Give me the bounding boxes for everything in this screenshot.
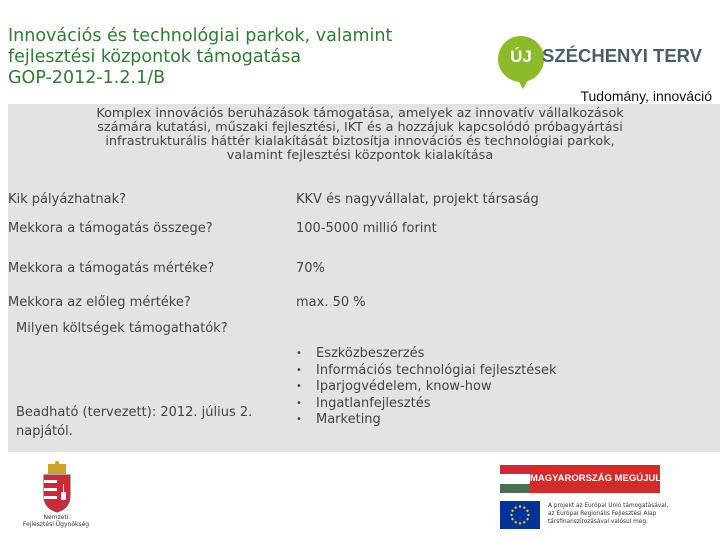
- list-item: • Információs technológiai fejlesztések: [296, 362, 557, 378]
- summary-line: infrastrukturális háttér kialakítását biztosítja innovációs és technológiai parkok,: [105, 134, 615, 149]
- logo-name: SZÉCHENYI TERV: [542, 45, 703, 66]
- summary-line: számára kutatási, műszaki fejlesztési, IKT és a hozzájuk kapcsolódó próbagyártási: [97, 120, 623, 135]
- costs-label: Milyen költségek támogathatók?: [16, 321, 228, 336]
- qa-question: Kik pályázhatnak?: [8, 192, 127, 207]
- crest-caption: Nemzeti Fejlesztési Ügynökség: [22, 514, 90, 528]
- eu-flag-icon: [500, 501, 540, 529]
- hungarian-coat-of-arms-icon: [22, 460, 92, 540]
- qa-question: Mekkora a támogatás összege?: [8, 221, 213, 236]
- deadline-text: [16, 403, 286, 441]
- logo-badge-text: ÚJ: [510, 47, 532, 66]
- title-line-2: fejlesztési központok támogatása: [8, 47, 302, 67]
- qa-question: Mekkora az előleg mértéke?: [8, 295, 191, 310]
- qa-answer: 100-5000 millió forint: [296, 221, 437, 236]
- list-item: • Iparjogvédelem, know-how: [296, 379, 492, 394]
- page-title: [8, 26, 478, 89]
- deadline-line: napjától.: [16, 424, 73, 439]
- qa-answer: 70%: [296, 261, 325, 276]
- qa-answer: KKV és nagyvállalat, projekt társaság: [296, 192, 539, 207]
- title-line-3: GOP-2012-1.2.1/B: [8, 68, 166, 88]
- eu-funding-text: A projekt az Európai Unió támogatásával, az Európai Regionális Fejlesztési Alap társfinanszírozásával valósul meg.: [548, 503, 669, 525]
- list-item: • Marketing: [296, 412, 381, 427]
- costs-list: [296, 346, 557, 429]
- szechenyi-terv-logo: [498, 36, 718, 84]
- title-line-1: Innovációs és technológiai parkok, valamint: [8, 26, 393, 46]
- subject-label: Tudomány, innováció: [580, 88, 712, 104]
- uj-badge-icon: [498, 36, 544, 82]
- qa-question: Mekkora a támogatás mértéke?: [8, 261, 215, 276]
- summary-text: [8, 107, 712, 163]
- deadline-line: Beadható (tervezett): 2012. július 2.: [16, 405, 253, 420]
- summary-line: valamint fejlesztési központok kialakítása: [226, 148, 494, 163]
- magyarorszag-text: MAGYARORSZÁG MEGÚJUL: [530, 465, 660, 493]
- hungarian-flag-icon: [500, 465, 530, 493]
- qa-answer: max. 50 %: [296, 295, 366, 310]
- footer: [0, 452, 720, 540]
- list-item: • Eszközbeszerzés: [296, 346, 425, 361]
- summary-line: Komplex innovációs beruházások támogatása, amelyek az innovatív vállalkozások: [96, 106, 624, 121]
- list-item: • Ingatlanfejlesztés: [296, 395, 431, 411]
- magyarorszag-megujul-badge: [500, 465, 662, 493]
